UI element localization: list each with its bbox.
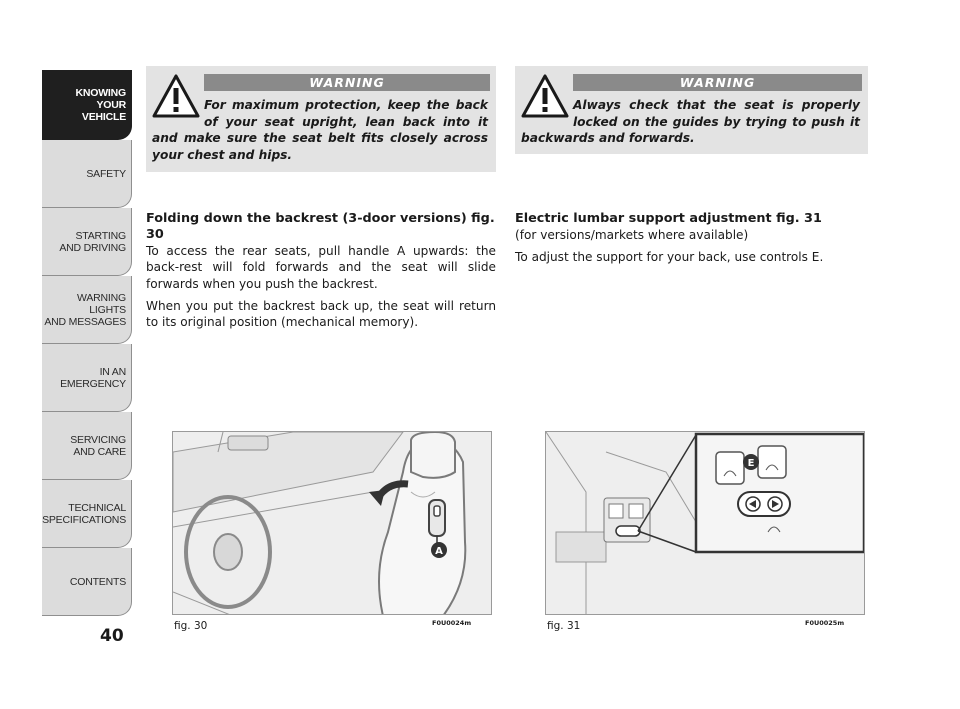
callout-e: E	[747, 458, 755, 469]
figure-code: F0U0024m	[432, 619, 472, 627]
figure-label: fig. 31	[547, 620, 581, 632]
tab-technical-specifications[interactable]: TECHNICAL SPECIFICATIONS	[42, 480, 132, 548]
section-folding-backrest	[146, 211, 496, 336]
section-heading: Electric lumbar support adjustment fig. 31	[515, 211, 822, 226]
warning-title: WARNING	[204, 74, 490, 91]
tab-in-an-emergency[interactable]: IN AN EMERGENCY	[42, 344, 132, 412]
figure-30-seat-backrest	[172, 431, 492, 615]
tab-safety[interactable]: SAFETY	[42, 140, 132, 208]
tab-servicing-and-care[interactable]: SERVICING AND CARE	[42, 412, 132, 480]
page-number: 40	[100, 626, 124, 646]
section-subheading: (for versions/markets where available)	[515, 228, 749, 242]
section-heading: Folding down the backrest (3-door versions) fig. 30	[146, 211, 495, 242]
lumbar-control-illustration	[546, 432, 865, 615]
warning-title: WARNING	[573, 74, 862, 91]
paragraph: When you put the backrest back up, the seat will return to its original position (mechanical memory).	[146, 298, 496, 330]
section-lumbar-support	[515, 211, 868, 272]
figure-code: F0U0025m	[805, 619, 845, 627]
tab-contents[interactable]: CONTENTS	[42, 548, 132, 616]
warning-text: For maximum protection, keep the back of your seat upright, lean back into it and make sure the seat belt fits closely across your chest and hips.	[152, 98, 488, 162]
figure-label: fig. 30	[174, 620, 208, 632]
tab-starting-and-driving[interactable]: STARTING AND DRIVING	[42, 208, 132, 276]
warning-text: Always check that the seat is properly locked on the guides by trying to push it backwards and forwards.	[521, 98, 860, 145]
warning-box-left	[146, 66, 496, 172]
tab-warning-lights-and-messages[interactable]: WARNING LIGHTS AND MESSAGES	[42, 276, 132, 344]
seat-illustration	[173, 432, 492, 615]
figure-31-lumbar-controls	[545, 431, 865, 615]
paragraph: To access the rear seats, pull handle A upwards: the back-rest will fold forwards and the seat will slide forwards when you push the backrest.	[146, 244, 496, 291]
tab-knowing-your-vehicle[interactable]: KNOWING YOUR VEHICLE	[42, 70, 132, 140]
callout-a: A	[435, 546, 443, 557]
warning-box-right	[515, 66, 868, 154]
paragraph: To adjust the support for your back, use controls E.	[515, 250, 824, 265]
